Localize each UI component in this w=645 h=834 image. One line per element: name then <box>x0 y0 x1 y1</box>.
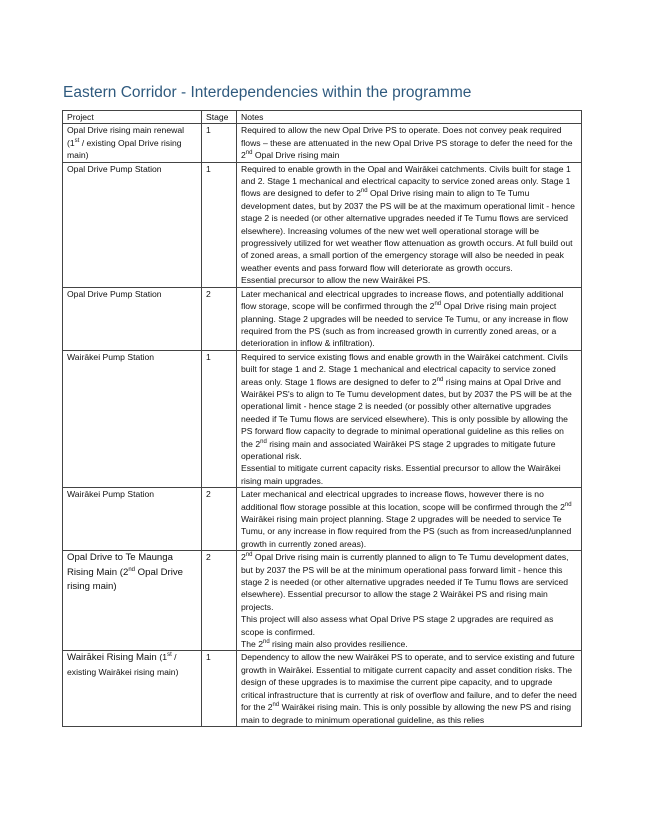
stage-cell: 1 <box>202 162 237 287</box>
table-row <box>63 488 582 551</box>
notes-paragraph: The 2nd rising main also provides resilience. <box>241 639 408 650</box>
notes-paragraph: Dependency to allow the new Wairākei PS to operate, and to service existing and future growth in Wairākei. Essential to mitigate current capacity and asset condition risks. The design of these upgrades is to maximise the current pipe capacity, and to upgrade critical infrastructure that is currently at risk of overflow and failure, and to defer the need for the 2nd Wairākei rising main. This is only possible by allowing the new PS and rising main to degrade to minimum operational guideline, as this relies <box>241 652 577 725</box>
notes-cell <box>237 287 582 350</box>
table-row <box>63 651 582 726</box>
stage-cell: 2 <box>202 287 237 350</box>
interdependencies-table <box>62 110 582 727</box>
project-cell: Opal Drive Pump Station <box>63 162 202 287</box>
notes-paragraph: Required to enable growth in the Opal and Wairākei catchments. Civils built for stage 1 and 2. Stage 1 mechanical and electrical capacity to service zoned areas only. Stage 1 flows are designed to defer to 2nd Opal Drive rising main to align to Te Tumu development dates, but by 2037 the PS will be at the maximum operational limit - hence stage 2 is needed (or other alternative upgrades needed if Te Tumu flows are serviced elsewhere). Increasing volumes of the new wet well operational storage will be progressively utilized for wet weather flow attenuation as growth occurs. At full build out of zoned areas, a small portion of the emergency storage will also be needed in peak weather events and pass forward flow will deteriorate as growth occurs. <box>241 163 575 273</box>
header-project: Project <box>63 111 202 124</box>
notes-paragraph: Required to allow the new Opal Drive PS to operate. Does not convey peak required flows – these are attenuated in the new Opal Drive PS storage to defer the need for the 2nd Opal Drive rising main <box>241 125 573 161</box>
notes-cell <box>237 651 582 726</box>
stage-cell: 2 <box>202 551 237 651</box>
page-title: Eastern Corridor - Interdependencies within the programme <box>63 84 472 101</box>
notes-paragraph: This project will also assess what Opal Drive PS stage 2 upgrades are required as scope is confirmed. <box>241 614 554 637</box>
notes-paragraph: Essential to mitigate current capacity risks. Essential precursor to allow the Wairākei rising main upgrades. <box>241 463 561 486</box>
header-stage: Stage <box>202 111 237 124</box>
stage-cell: 1 <box>202 124 237 162</box>
stage-cell: 2 <box>202 488 237 551</box>
notes-paragraph: Required to service existing flows and enable growth in the Wairākei catchment. Civils built for stage 1 and 2. Stage 1 mechanical and electrical capacity to service zoned areas only. Stage 1 flows are designed to defer to 2nd rising mains at Opal Drive and Wairākei PS's to align to Te Tumu development dates, but by 2037 the PS will be at the operational limit - hence stage 2 is needed (or possibly other alternative upgrades needed if Te Tumu flows are serviced elsewhere). This is only possible by allowing the PS forward flow capacity to degrade to minimal operational guideline as this relies on the 2nd rising main and associated Wairākei PS stage 2 upgrades to mitigate future operational risk. <box>241 351 572 461</box>
table-row <box>63 551 582 651</box>
notes-paragraph: Essential precursor to allow the new Wairākei PS. <box>241 275 431 286</box>
table-row <box>63 162 582 287</box>
table-row <box>63 350 582 487</box>
project-cell: Opal Drive rising main renewal (1st / existing Opal Drive rising main) <box>63 124 202 162</box>
table-row <box>63 124 582 162</box>
notes-paragraph: Later mechanical and electrical upgrades to increase flows, however there is no additional flow storage possible at this location, scope will be confirmed through the 2nd Wairākei rising main project planning. Stage 2 upgrades will be needed to service Te Tumu, or any increase in flow required from the PS (such as from increased/unplanned growth in currently zoned areas). <box>241 489 572 549</box>
stage-cell: 1 <box>202 651 237 726</box>
notes-paragraph: 2nd Opal Drive rising main is currently planned to align to Te Tumu development dates, but by 2037 the PS will be at the minimum operational pass forward limit - hence this stage 2 is needed (or other alternative upgrades needed if Te Tumu flows are serviced elsewhere). Essential precursor to allow the stage 2 Wairākei PS and rising main projects. <box>241 552 569 612</box>
notes-cell <box>237 162 582 287</box>
project-cell: Wairākei Rising Main (1st / existing Wairākei rising main) <box>63 651 202 726</box>
project-cell: Wairākei Pump Station <box>63 488 202 551</box>
notes-cell <box>237 551 582 651</box>
notes-cell <box>237 350 582 487</box>
table-header-row <box>63 111 582 124</box>
table-row <box>63 287 582 350</box>
notes-cell <box>237 488 582 551</box>
notes-paragraph: Later mechanical and electrical upgrades to increase flows, and potentially additional flow storage, scope will be confirmed through the 2nd Opal Drive rising main project planning. Stage 2 upgrades will be needed to service Te Tumu, or any increase in flow required from the PS (such as from increased growth in currently zoned areas, or a deterioration in inflow & infiltration). <box>241 288 569 349</box>
project-cell: Opal Drive to Te Maunga Rising Main (2nd Opal Drive rising main) <box>63 551 202 651</box>
notes-cell <box>237 124 582 162</box>
project-cell: Wairākei Pump Station <box>63 350 202 487</box>
project-cell: Opal Drive Pump Station <box>63 287 202 350</box>
stage-cell: 1 <box>202 350 237 487</box>
header-notes: Notes <box>237 111 582 124</box>
